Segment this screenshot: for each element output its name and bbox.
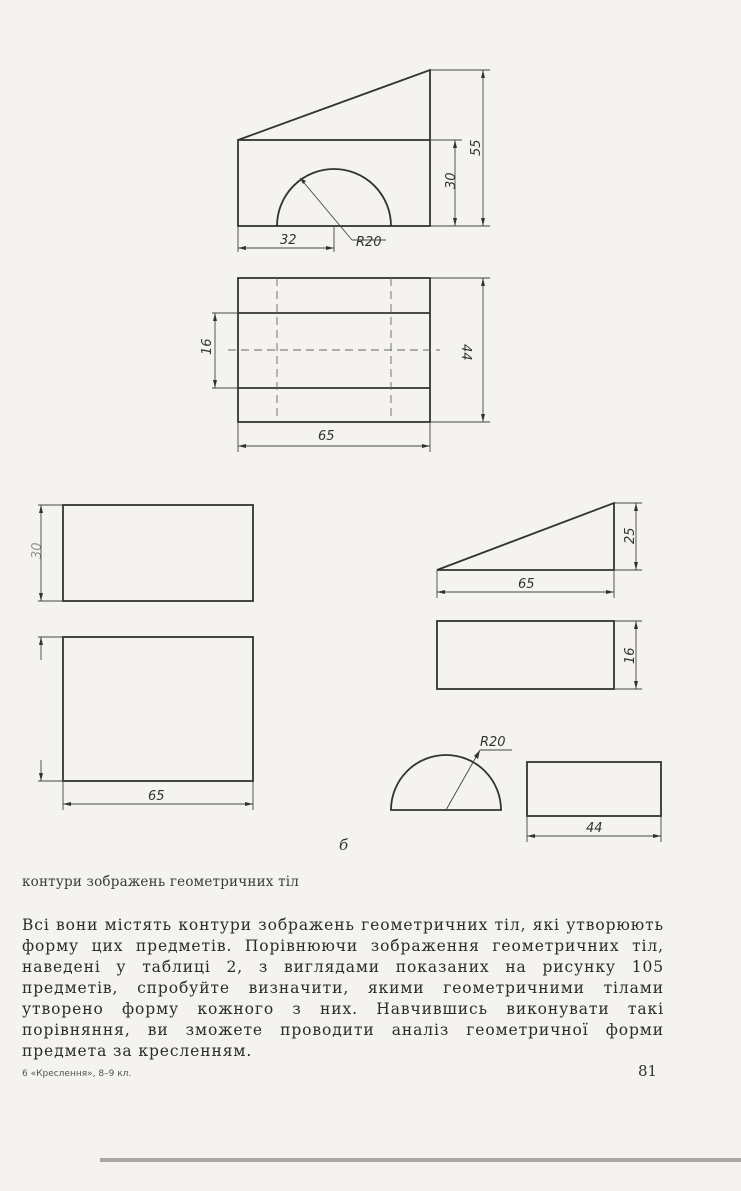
footer-source: 6 «Креслення», 8–9 кл. xyxy=(22,1069,132,1079)
dim-32: 32 xyxy=(280,233,297,248)
right-box xyxy=(437,621,614,689)
dim-44: 44 xyxy=(458,344,473,361)
body-paragraph: Всі вони містять контури зображень геометричних тіл, які утворюють форму цих предметів. Порівнюючи зображення геометричних тіл, наведені у таблиці 2, з виглядами показаних на рисунку 105 предметів, спробуйте визначити, якими геометричними тілами утворено форму кожного з них. Навчившись виконувати такі порівняння, ви зможете проводити аналіз геометричної форми предмета за кресленням. xyxy=(22,916,664,1060)
front-view-slope xyxy=(238,70,430,140)
dim-65-left: 65 xyxy=(148,789,165,804)
figure-caption: контури зображень геометричних тіл xyxy=(22,874,300,890)
half-cylinder xyxy=(391,755,501,810)
dim-16-right: 16 xyxy=(623,647,638,664)
front-view xyxy=(238,70,490,252)
front-view-body xyxy=(238,140,430,226)
dim-65-top: 65 xyxy=(318,429,335,444)
small-box xyxy=(527,762,661,816)
left-front-box xyxy=(63,505,253,601)
left-views xyxy=(30,505,253,810)
dim-r20-top: R20 xyxy=(356,235,382,250)
bottom-divider xyxy=(100,1158,741,1162)
right-views xyxy=(391,503,661,842)
left-top-box xyxy=(63,637,253,781)
top-view xyxy=(200,278,490,452)
dim-65-right: 65 xyxy=(518,577,535,592)
triangle-prism xyxy=(437,503,614,570)
radius-leader xyxy=(300,178,352,240)
dim-30: 30 xyxy=(444,172,459,189)
dim-16: 16 xyxy=(200,338,215,355)
dim-30-faint: 30 xyxy=(30,542,45,559)
page-number: 81 xyxy=(638,1062,658,1080)
dim-r20-bottom: R20 xyxy=(480,735,506,750)
dim-25: 25 xyxy=(623,527,638,544)
dim-55: 55 xyxy=(469,139,484,156)
dim-44-bottom: 44 xyxy=(586,821,603,836)
figure-sub-label: б xyxy=(339,836,349,854)
front-view-arch xyxy=(277,169,391,226)
